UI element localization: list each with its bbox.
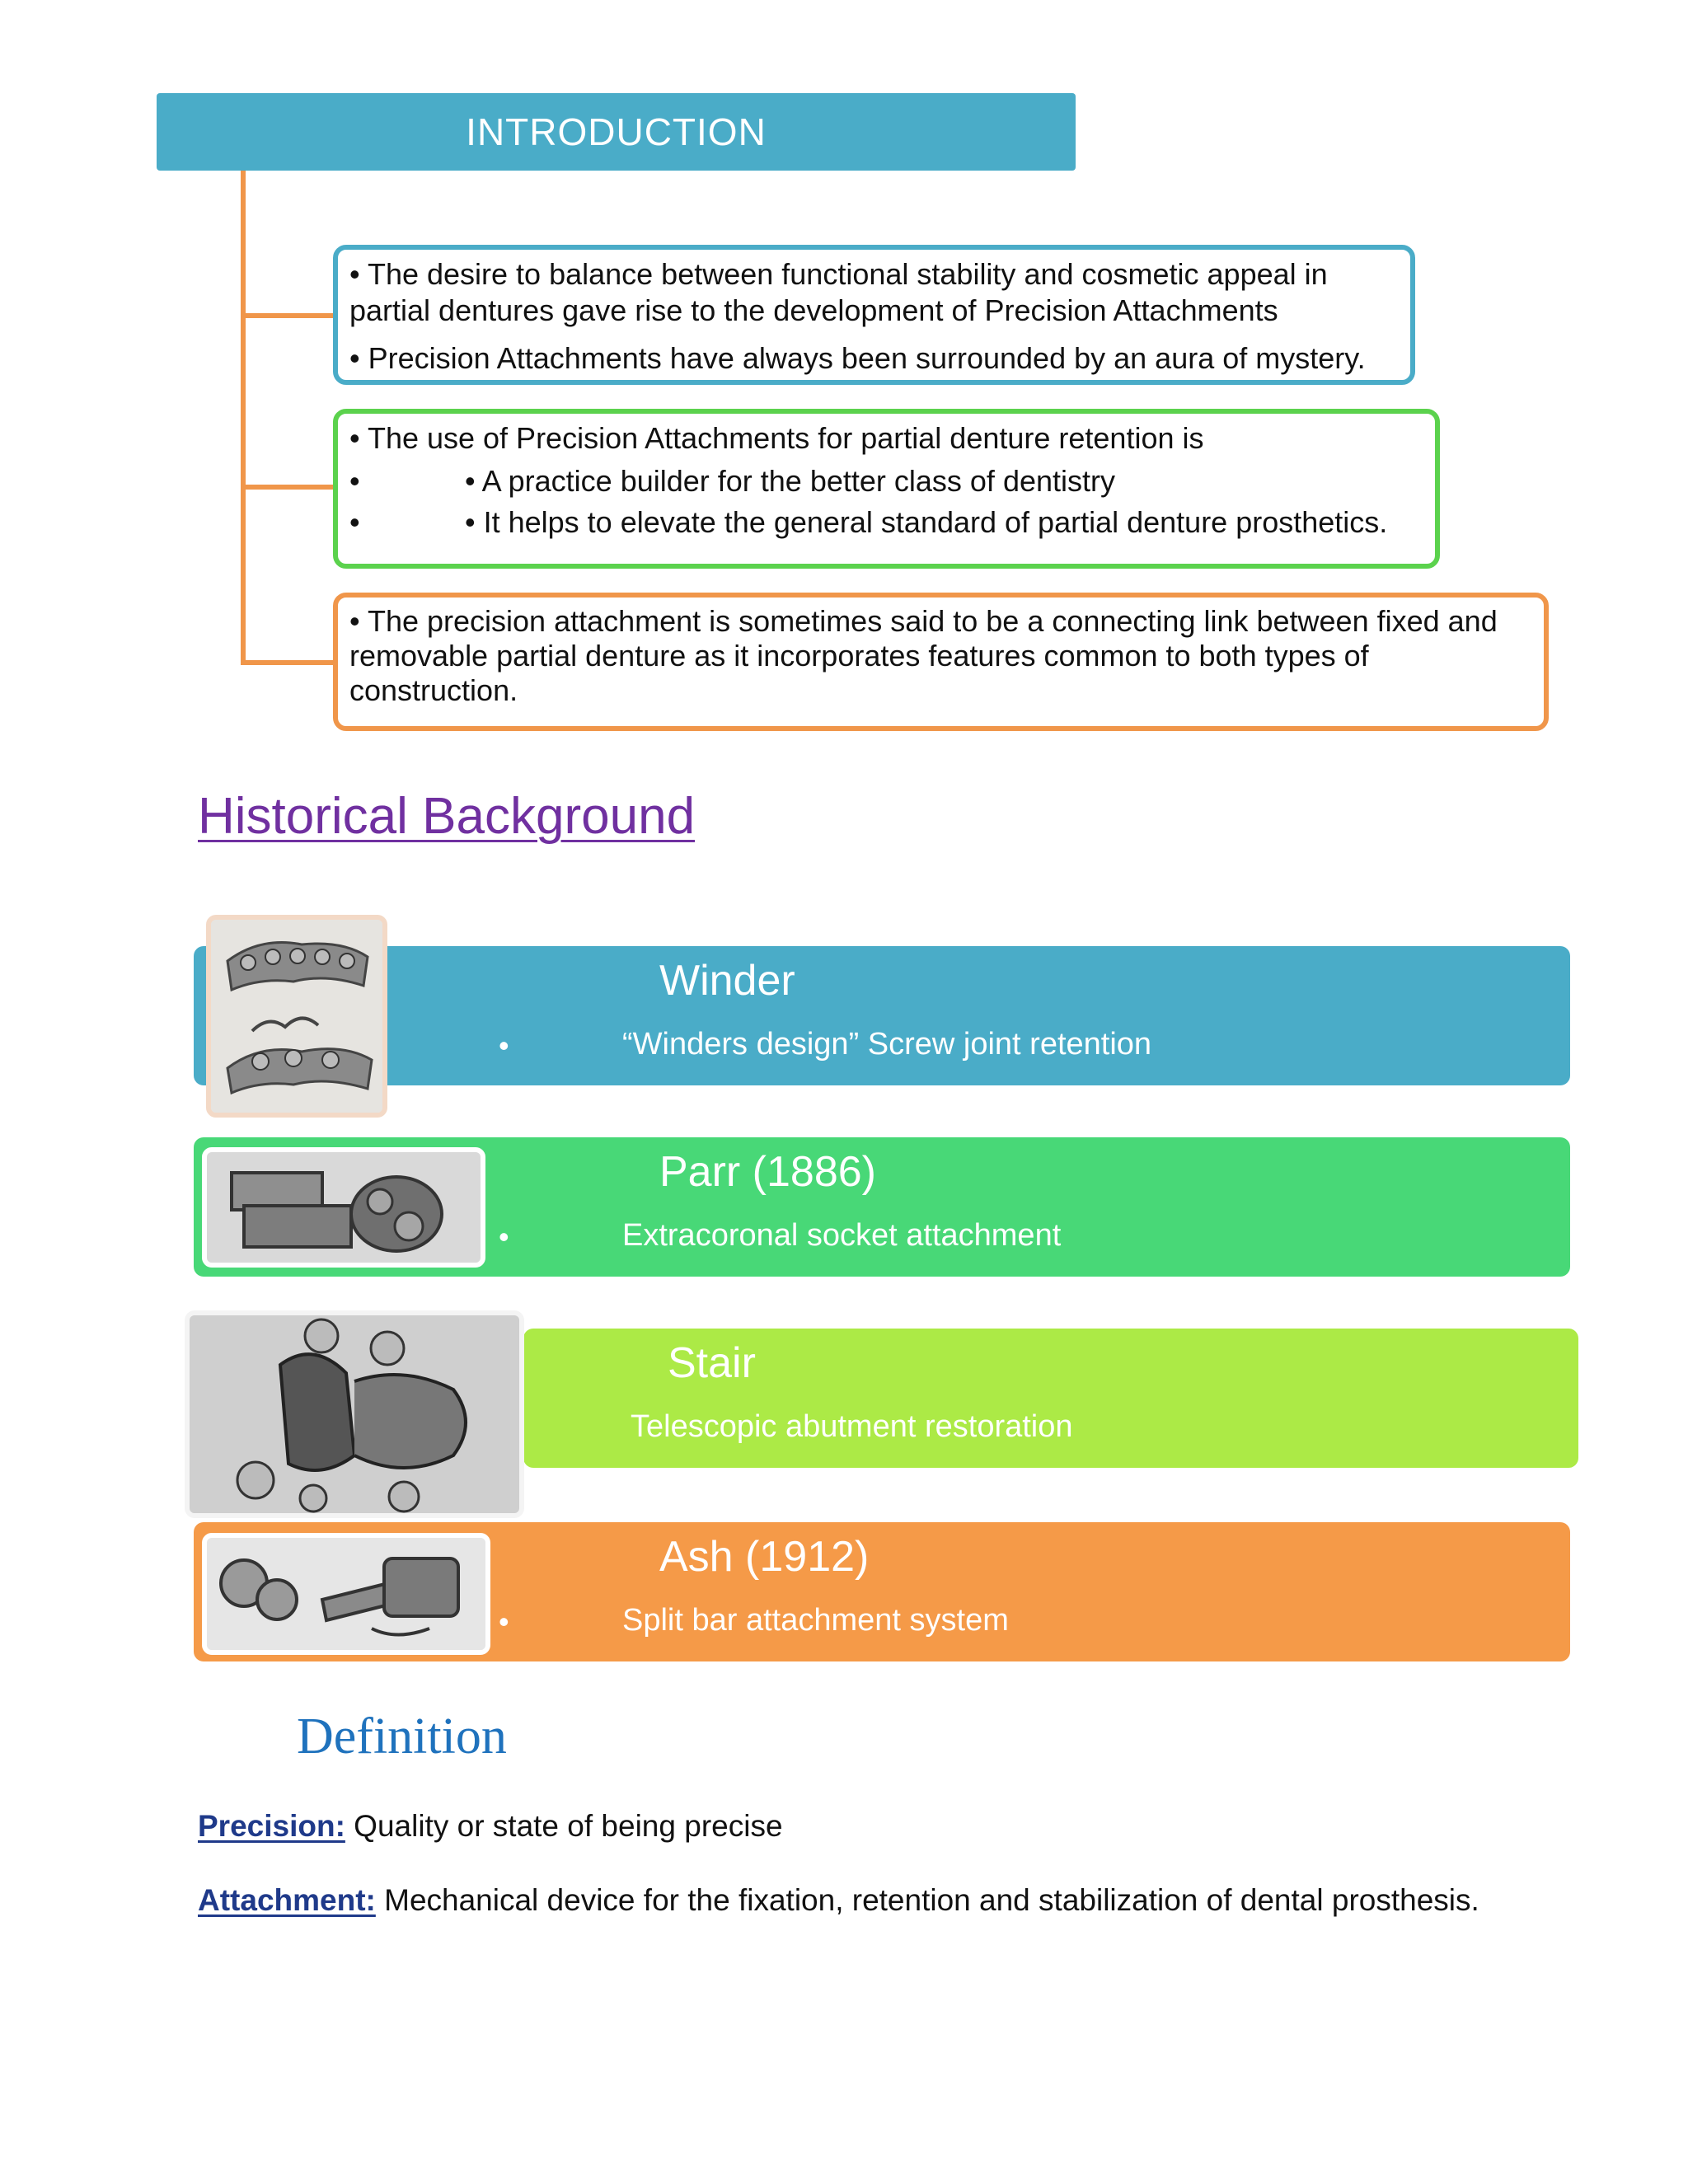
intro-box-2-line-1: • The use of Precision Attachments for partial denture retention is — [349, 421, 1204, 455]
socket-attachment-sketch-icon — [207, 1152, 481, 1263]
intro-box-1-line-1: • The desire to balance between functional stability and cosmetic appeal in partial dentures gave rise to the development of Precision Attachments — [349, 257, 1328, 327]
definition-heading: Definition — [297, 1708, 507, 1765]
tree-trunk-line — [241, 171, 246, 665]
history-item-desc: Telescopic abutment restoration — [631, 1409, 1073, 1444]
winder-denture-image — [206, 915, 387, 1118]
intro-box-3-line-1: • The precision attachment is sometimes said to be a connecting link between fixed and removable partial denture as it incorporates features common to both types of construction. — [349, 604, 1498, 707]
parr-attachment-image — [202, 1147, 485, 1268]
intro-box-1 — [333, 245, 1415, 385]
intro-box-2-sub-2 — [349, 504, 1423, 541]
stair-telescopic-image — [185, 1310, 524, 1518]
precision-term: Precision: — [198, 1809, 345, 1843]
intro-box-1-line-2: • Precision Attachments have always been surrounded by an aura of mystery. — [349, 341, 1366, 375]
history-item-name: Winder — [659, 957, 795, 1005]
tree-branch-3 — [241, 660, 333, 665]
intro-box-2-sub-1-text: • A practice builder for the better class of dentistry — [465, 464, 1115, 498]
intro-box-3 — [333, 593, 1549, 731]
historical-background-heading: Historical Background — [198, 788, 696, 845]
denture-sketch-icon — [211, 920, 382, 1113]
history-item-name: Ash (1912) — [659, 1533, 870, 1581]
definition-precision — [198, 1809, 783, 1844]
history-item-desc: “Winders design” Screw joint retention — [622, 1027, 1152, 1062]
history-item-name: Stair — [668, 1339, 756, 1387]
introduction-title: INTRODUCTION — [466, 110, 767, 153]
history-item-winder — [194, 946, 1570, 1085]
history-item-stair — [523, 1329, 1578, 1468]
attachment-text: Mechanical device for the fixation, retention and stabilization of dental prosthesis. — [375, 1883, 1479, 1917]
intro-box-2 — [333, 409, 1440, 569]
history-item-name: Parr (1886) — [659, 1148, 876, 1196]
tree-branch-1 — [241, 313, 333, 318]
tree-branch-2 — [241, 485, 333, 490]
intro-box-2-sub-1 — [349, 463, 1423, 499]
telescopic-restoration-sketch-icon — [190, 1315, 519, 1513]
introduction-header — [157, 93, 1076, 171]
split-bar-sketch-icon — [207, 1538, 485, 1650]
precision-text: Quality or state of being precise — [345, 1809, 783, 1843]
intro-box-2-sub-2-text: • It helps to elevate the general standard of partial denture prosthetics. — [465, 505, 1388, 539]
ash-split-bar-image — [202, 1533, 490, 1655]
history-item-desc: Extracoronal socket attachment — [622, 1218, 1062, 1253]
bullet-marker: • — [349, 464, 360, 498]
bullet-marker: • — [499, 1605, 509, 1638]
attachment-term: Attachment: — [198, 1883, 376, 1917]
history-item-desc: Split bar attachment system — [622, 1603, 1009, 1638]
bullet-marker: • — [499, 1220, 509, 1254]
definition-attachment — [198, 1883, 1479, 1918]
bullet-marker: • — [349, 505, 360, 539]
bullet-marker: • — [499, 1029, 509, 1062]
